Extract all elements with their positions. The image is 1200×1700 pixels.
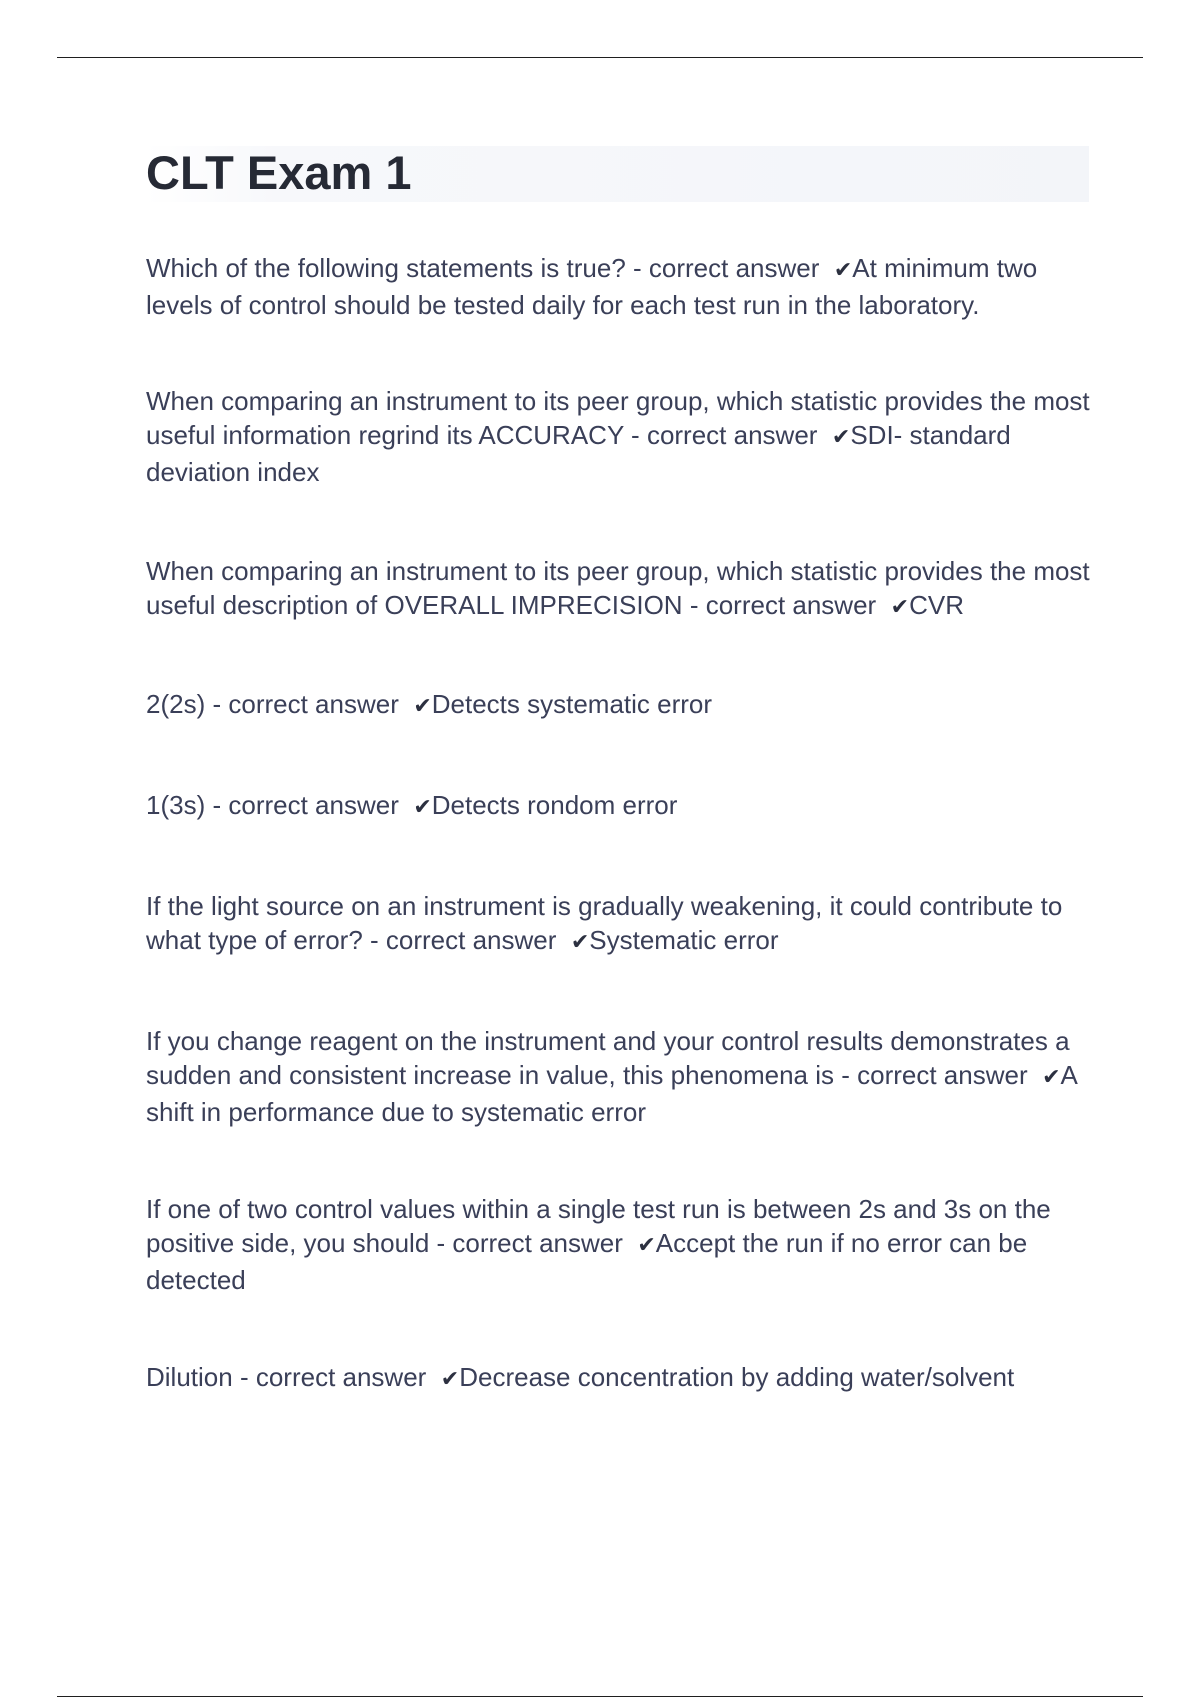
qa-item: 2(2s) - correct answer ✔Detects systematic error — [146, 689, 713, 719]
answer-marker: correct answer — [857, 1060, 1028, 1090]
qa-item: 1(3s) - correct answer ✔Detects rondom error — [146, 790, 678, 820]
answer-marker: correct answer — [648, 253, 820, 283]
page-title: CLT Exam 1 — [146, 146, 412, 199]
qa-item: When comparing an instrument to its peer group, which statistic provides the most useful information regrind its ACCURACY - correct answer ✔SDI- standard deviation index — [146, 386, 1090, 487]
answer-text: At minimum two levels of control should be tested daily for each test run in the laboratory. — [146, 253, 1038, 320]
check-icon: ✔ — [831, 425, 851, 450]
answer-text: Systematic error — [589, 925, 779, 955]
answer-marker: correct answer — [228, 790, 399, 820]
qa-item: When comparing an instrument to its peer group, which statistic provides the most useful description of OVERALL IMPRECISION - correct answer ✔CVR — [146, 556, 1090, 620]
answer-marker: correct answer — [646, 420, 818, 450]
qa-item: If one of two control values within a single test run is between 2s and 3s on the positive side, you should - correct answer ✔Accept the run if no error can be detected — [146, 1194, 1051, 1295]
answer-marker: correct answer — [255, 1362, 427, 1392]
question-text: Dilution — [146, 1362, 233, 1392]
check-icon: ✔ — [890, 595, 910, 620]
answer-marker: correct answer — [228, 689, 399, 719]
question-text: Which of the following statements is true? — [146, 253, 626, 283]
question-text: 1(3s) — [146, 790, 206, 820]
check-icon: ✔ — [833, 258, 853, 283]
question-text: 2(2s) — [146, 689, 206, 719]
qa-item: Which of the following statements is true? - correct answer ✔At minimum two levels of control should be tested daily for each test run in the laboratory. — [146, 253, 1038, 320]
check-icon: ✔ — [413, 795, 432, 820]
check-icon: ✔ — [570, 930, 590, 955]
check-icon: ✔ — [637, 1233, 656, 1258]
qa-item: If the light source on an instrument is gradually weakening, it could contribute to what type of error? - correct answer ✔Systematic error — [146, 891, 1063, 955]
question-text: If you change reagent on the instrument and your control results demonstrates a sudden and consistent increase in value, this phenomena is — [146, 1026, 1070, 1090]
qa-item: Dilution - correct answer ✔Decrease concentration by adding water/solvent — [146, 1362, 1015, 1392]
question-text: If one of two control values within a single test run is between 2s and 3s on the positive side, you should — [146, 1194, 1051, 1258]
answer-text: Detects systematic error — [431, 689, 713, 719]
answer-marker: correct answer — [705, 590, 877, 620]
question-text: When comparing an instrument to its peer group, which statistic provides the most useful description of OVERALL IMPRECISION — [146, 556, 1090, 620]
top-rule — [57, 57, 1143, 58]
qa-item: If you change reagent on the instrument and your control results demonstrates a sudden and consistent increase in value, this phenomena is - correct answer ✔A shift in performance due to systematic error — [146, 1026, 1077, 1127]
check-icon: ✔ — [413, 694, 432, 719]
answer-text: Accept the run if no error can be detected — [146, 1228, 1028, 1295]
answer-text: A shift in performance due to systematic error — [146, 1060, 1077, 1127]
answer-marker: correct answer — [452, 1228, 623, 1258]
answer-text: SDI- standard deviation index — [146, 420, 1011, 487]
bottom-rule — [57, 1696, 1143, 1697]
question-text: If the light source on an instrument is gradually weakening, it could contribute to what type of error? — [146, 891, 1063, 955]
question-text: When comparing an instrument to its peer group, which statistic provides the most useful information regrind its ACCURACY — [146, 386, 1090, 450]
answer-text: CVR — [909, 590, 964, 620]
answer-text: Decrease concentration by adding water/solvent — [459, 1362, 1015, 1392]
answer-marker: correct answer — [385, 925, 557, 955]
answer-text: Detects rondom error — [431, 790, 678, 820]
check-icon: ✔ — [1042, 1065, 1061, 1090]
check-icon: ✔ — [440, 1367, 460, 1392]
